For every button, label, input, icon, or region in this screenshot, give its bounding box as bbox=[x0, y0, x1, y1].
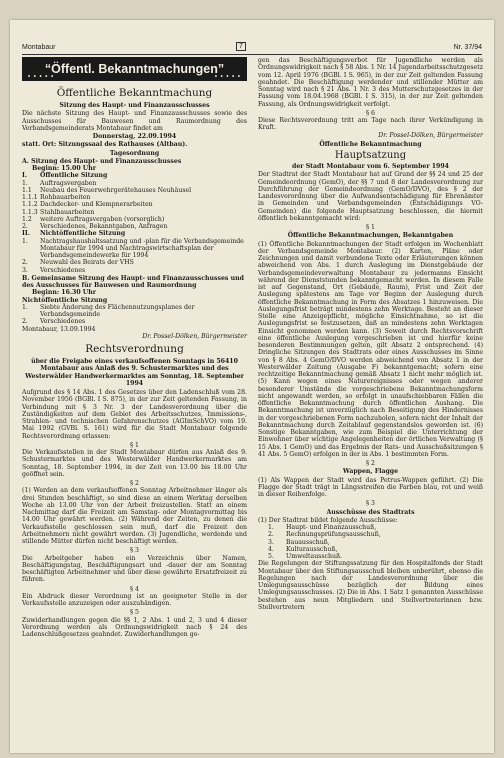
agenda-item bbox=[22, 216, 247, 223]
notice3-intro: Der Stadtrat der Stadt Montabaur hat auf Grund der §§ 24 und 25 der Gemeindeordnung (GemO), der §§ 7 und 8 der Landesverordnung zur Durchführung der Gemeindeordnung (GemO/DVO), des § 2 der Landesverordnung über die Aufwandsentschädigung für Ehrenämter in Gemeinden und Verbandsgemeinden (Entschädigungs VO-Gemeinden) die folgende Hauptsatzung beschlossen, die hiermit öffentlich bekanntgemacht wird: bbox=[258, 171, 483, 222]
agenda-section-a: A. Sitzung des Haupt- und Finanzausschusses bbox=[22, 157, 182, 165]
notice3-s2-head: § 2 bbox=[366, 460, 375, 467]
agenda-item-number: 2. bbox=[22, 223, 28, 230]
right-column bbox=[258, 57, 483, 611]
agenda-item-number: I. bbox=[22, 172, 28, 180]
notice2-p3-text: Die Arbeitgeber haben ein Verzeichnis über Namen, Beschäftigungstag, Beschäftigungsart und -dauer der am Sonntag beschäftigten Arbeitnehmer und über diese gewährte Ersatzfreizeit zu führen. bbox=[22, 554, 247, 584]
committee-item bbox=[268, 546, 483, 553]
agenda-item bbox=[22, 201, 247, 208]
notice2-p3-head: § 3 bbox=[130, 547, 139, 555]
committee-item bbox=[268, 539, 483, 546]
agenda-item-text: Stahlbauarbeiten bbox=[40, 208, 95, 216]
left-column bbox=[22, 57, 247, 638]
notice3-subtitle: der Stadt Montabaur vom 6. September 1994 bbox=[292, 163, 449, 170]
agenda-item bbox=[22, 194, 247, 201]
newspaper-page bbox=[10, 20, 494, 753]
agenda-item bbox=[22, 267, 247, 274]
notice3-s1-title: Öffentliche Bekanntmachungen, Bekanntgaben bbox=[287, 232, 454, 240]
agenda-item-number: 3. bbox=[22, 266, 28, 274]
notice2-p2-head: § 2 bbox=[130, 480, 139, 487]
notice3-s2-text: (1) Als Wappen der Stadt wird das Petrus-Wappen geführt. (2) Die Flagge der Stadt trägt in Längsstreifen die Farben blau, rot und weiß in dieser Reihenfolge. bbox=[258, 476, 483, 498]
agenda-item-text: Dachdecker- und Klempnerarbeiten bbox=[40, 201, 153, 209]
banner-dots-left: • • • • • bbox=[28, 74, 55, 80]
notice2-signature: Dr. Possel-Dölken, Bürgermeister bbox=[378, 131, 483, 139]
committee-item-text: Kulturausschuß, bbox=[286, 545, 338, 553]
notice3-s3-intro: (1) Der Stadtrat bildet folgende Ausschüsse: bbox=[258, 516, 398, 524]
agenda-item bbox=[22, 172, 247, 179]
agenda-list-b bbox=[22, 304, 247, 326]
agenda-item bbox=[22, 238, 247, 260]
notice2-p6-text: Diese Rechtsverordnung tritt am Tage nach ihrer Verkündigung in Kraft. bbox=[258, 117, 483, 132]
agenda-item-text: Verschiedenes bbox=[40, 318, 86, 326]
agenda-item-text: Auftragsvergaben bbox=[40, 179, 97, 187]
notice2-p2-text: (1) Werden an dem verkaufsoffenen Sonntag Arbeitnehmer länger als drei Stunden beschäftigt, so sind diese an einem Werktag derselben Woche ab 13.00 Uhr von der Arbeit freizustellen. Statt an einem Nachmittag darf die Freizeit am Samstag- oder Montagvormittag bis 14.00 Uhr gewährt werden. (2) Während der Zeiten, zu denen die Verkaufsstelle geschlossen sein muß, darf die Freizeit den Arbeitnehmern nicht gewährt werden. (3) Jugendliche, werdende und stillende Mütter dürfen nicht beschäftigt werden. bbox=[22, 487, 247, 545]
agenda-item bbox=[22, 209, 247, 216]
agenda-item-number: 2. bbox=[22, 259, 28, 267]
agenda-item-number: 1.1.3 bbox=[22, 208, 38, 216]
agenda-item bbox=[22, 318, 247, 325]
agenda-item-text: Neuwahl des Beirats der VHS bbox=[40, 259, 134, 267]
committee-item bbox=[268, 553, 483, 560]
header-rule bbox=[22, 54, 482, 55]
notice3-s3-head: § 3 bbox=[366, 500, 375, 508]
notice1-place-date: Montabaur, 13.09.1994 bbox=[22, 325, 96, 333]
committee-list bbox=[258, 524, 483, 560]
agenda-item-number: 2. bbox=[22, 318, 28, 326]
notice1-place: statt. Ort: Sitzungssaal des Rathauses (Altbau). bbox=[22, 141, 188, 149]
notice2-title: Rechtsverordnung bbox=[85, 343, 184, 355]
header-town: Montabaur bbox=[22, 44, 56, 51]
committee-item-number: 5. bbox=[268, 553, 274, 560]
committee-item-text: Rechnungsprüfungsausschuß, bbox=[286, 531, 381, 539]
notice1-subtitle: Sitzung des Haupt- und Finanzausschusses bbox=[59, 102, 210, 109]
agenda-item bbox=[22, 259, 247, 266]
agenda-item-text: weitere Auftragsvergaben (vorsorglich) bbox=[40, 215, 165, 223]
committee-item bbox=[268, 524, 483, 531]
agenda-list-a bbox=[22, 172, 247, 274]
issue-number: Nr. 37/94 bbox=[453, 44, 482, 51]
notice3-title: Hauptsatzung bbox=[334, 150, 407, 161]
agenda-title: Tagesordnung bbox=[109, 149, 160, 157]
agenda-item-text: Rohbauarbeiten bbox=[40, 194, 91, 201]
agenda-item-number: 1.1.1 bbox=[22, 194, 38, 201]
banner-title: “Öffentl. Bekanntmachungen” bbox=[44, 62, 225, 76]
agenda-begin-a: Beginn: 15.00 Uhr bbox=[32, 165, 96, 172]
notice2-subtitle: über die Freigabe eines verkaufsoffenen Sonntags in 56410 Montabaur aus Anlaß des 9. Schustermarktes und des Westerwälder Handwerkermarktes am Sonntag, 18. September 1994 bbox=[25, 358, 244, 387]
notice3-title-small: Öffentliche Bekanntmachung bbox=[319, 140, 422, 148]
agenda-section-b: B. Gemeinsame Sitzung des Haupt- und Finanzausschusses und des Ausschusses für Bauwesen und Raumordnung bbox=[22, 274, 244, 289]
notice3-s1-text: (1) Öffentliche Bekanntmachungen der Stadt erfolgen im Wochenblatt der Verbandsgemeinde Montabaur. (2) Karten, Pläne oder Zeichnungen und damit verbundene Texte oder Erläuterungen können abweichend von Abs. 1 durch Auslegung im Dienstgebäude der Verbandsgemeindeverwaltung Montabaur zu jedermanns Einsicht während der Dienststunden bekanntgemacht werden. In diesem Falle ist auf Gegenstand, Ort (Gebäude, Raum), Frist und Zeit der Auslegung spätestens am Tage vor Beginn der Auslegung durch öffentliche Bekanntmachung in Form des Absatzes 1 hinzuweisen. Die Auslegungsfrist beträgt mindestens zehn Werktage. Besteht an dieser Stelle eine Anzeigepflicht, mögliche Einsichtnahme, so ist die Auslegungsfrist so festzusetzen, daß an mindestens zehn Werktagen Einsicht genommen werden kann. (3) Soweit durch Rechtsvorschrift eine öffentliche Auslegung vorgeschrieben ist und hierfür keine besonderen Bestimmungen gelten, gilt Absatz 2 entsprechend. (4) Dringliche Sitzungen des Stadtrats oder eines Ausschusses im Sinne von § 8 Abs. 4 GemO/DVO werden abweichend von Absatz 1 in der Westerwälder Zeitung (Ausgabe F) bekanntgemacht; sofern eine rechtzeitige Bekanntmachung gemäß Absatz 1 nicht mehr möglich ist. (5) Kann wegen eines Naturereignisses oder wegen anderer besonderer Umstände die vorgeschriebene Bekanntmachungsform nicht angewandt werden, so erfolgt in unaufschiebbaren Fällen die öffentliche Bekanntmachung durch öffentlichen Aushang. Die Bekanntmachung ist unverzüglich nach Beseitigung des Hindernisses in der vorgeschriebenen Form nachzuholen, sofern nicht der Inhalt der Bekanntmachung durch Zeitablauf gegenstandslos geworden ist. (6) Sonstige Bekanntgaben, wie zum Beispiel die Unterrichtung der Einwohner über wichtige Angelegenheiten der örtlichen Verwaltung (§ 15 Abs. 1 GemO) und das Ergebnis der Rats- und Ausschußsitzungen § 41 Abs. 5 GemO) erfolgen in der in Abs. 1 bestimmten Form. bbox=[258, 240, 483, 458]
agenda-item-number: 1. bbox=[22, 237, 28, 245]
notice3-s3-title: Ausschüsse des Stadtrats bbox=[326, 508, 415, 516]
committee-item-number: 1. bbox=[268, 524, 274, 531]
notice1-intro: Die nächste Sitzung des Haupt- und Finanzausschusses sowie des Ausschusses für Bauwesen und Raumordnung des Verbandsgemeinderats Montabaur findet am bbox=[22, 110, 247, 132]
committee-item-text: Haupt- und Finanzausschuß, bbox=[286, 524, 377, 531]
page-number: 7 bbox=[236, 42, 246, 51]
notice2-p5-head: § 5 bbox=[130, 609, 139, 617]
agenda-item-number: II. bbox=[22, 230, 30, 238]
committee-item-text: Bauausschuß, bbox=[286, 538, 330, 546]
notice1-title: Öffentliche Bekanntmachung bbox=[56, 87, 213, 99]
agenda-item-text: Neubau des Feuerwehrgerätehauses Neuhäusel bbox=[40, 186, 192, 194]
notice2-p1-head: § 1 bbox=[130, 441, 139, 449]
agenda-item bbox=[22, 187, 247, 194]
notice2-p5-continued: gen das Beschäftigungsverbot für Jugendliche werden als Ordnungswidrigkeit nach § 58 Abs. 1 Nr. 14 Jugendarbeitsschutzgesetz vom 12. April 1976 (BGBl. I S. 965), in der zur Zeit geltenden Fassung geahndet. Die Beschäftigung werdender und stillender Mütter am Sonntag wird nach § 21 Abs. 1 Nr. 3 des Mutterschutzgesetzes in der Fassung vom 18.04.1968 (BGBl. I S. 315), in der zur Zeit geltenden Fassung, als Ordnungswidrigkeit verfolgt. bbox=[258, 57, 483, 108]
agenda-item-number: 1.1.2 bbox=[22, 201, 38, 209]
banner-dots-right: • • • • • bbox=[214, 74, 241, 80]
committee-item bbox=[268, 531, 483, 538]
agenda-item-text: Öffentliche Sitzung bbox=[40, 172, 108, 180]
committee-item-number: 4. bbox=[268, 545, 274, 553]
agenda-item bbox=[22, 180, 247, 187]
agenda-item-number: 1. bbox=[22, 303, 28, 311]
agenda-item-text: Verschiedenes bbox=[40, 266, 86, 274]
notice3-s3-text: Die Regelungen der Stiftungssatzung für den Hospitalfonds der Stadt Montabaur über den Stiftungsausschuß bleiben unberührt, ebenso die Regelungen nach der Landesverordnung über die Umlegungsausschüsse bezüglich der Bildung eines Umlegungsausschusses. (2) Die in Abs. 1 Satz 1 genannten Ausschüsse bestehen aus neun Mitgliedern und Stellvertreterinnen bzw. Stellvertretern bbox=[258, 560, 483, 611]
notice2-p6-head: § 6 bbox=[366, 109, 375, 117]
notice2-p4-head: § 4 bbox=[130, 585, 139, 593]
agenda-item-text: Nichtöffentliche Sitzung bbox=[40, 230, 126, 238]
notice3-s2-title: Wappen, Flagge bbox=[342, 468, 399, 476]
agenda-item-text: Nachtragshaushaltssatzung und -plan für die Verbandsgemeinde Montabaur für 1994 und Nachtragswirtschaftsplan der Verbandsgemeindewerke für 1994 bbox=[40, 237, 244, 259]
notice1-signature: Dr. Possel-Dölken, Bürgermeister bbox=[142, 332, 247, 340]
notice3-s1-head: § 1 bbox=[366, 224, 375, 231]
agenda-item bbox=[22, 304, 247, 319]
agenda-item bbox=[22, 223, 247, 230]
notice2-p4-text: Ein Abdruck dieser Verordnung ist an geeigneter Stelle in der Verkaufsstelle anzuzeigen oder auszuhändigen. bbox=[22, 592, 247, 607]
notice1-date: Donnerstag, 22.09.1994 bbox=[92, 133, 177, 140]
agenda-begin-b: Beginn: 16.30 Uhr bbox=[32, 289, 96, 297]
agenda-nonpublic-b: Nichtöffentliche Sitzung bbox=[22, 296, 108, 304]
notice2-p1-text: Die Verkaufsstellen in der Stadt Montabaur dürfen aus Anlaß des 9. Schustermarktes und des Westerwälder Handwerkermarktes am Sonntag, 18. September 1994, in der Zeit von 13.00 bis 18.00 Uhr geöffnet sein. bbox=[22, 449, 247, 478]
agenda-item-text: Siebte Änderung des Flächennutzungsplanes der Verbandsgemeinde bbox=[40, 303, 195, 318]
committee-item-number: 2. bbox=[268, 531, 274, 539]
agenda-item-number: 1.2 bbox=[22, 215, 32, 223]
notice2-intro: Aufgrund des § 14 Abs. 1 des Gesetzes über den Ladenschluß vom 28. November 1956 (BGBl. I S. 875), in der zur Zeit geltenden Fassung, in Verbindung mit § 3 Nr. 3 der Landesverordnung über die Zuständigkeiten auf dem Gebiet des Arbeitsschutzes, Immissions-, Strahlen- und technischen Gefahrenschutzes (AGImSchVO) vom 19. Mai 1992 (GVBl. S. 161) wird für die Stadt Montabaur folgende Rechtsverordnung erlassen: bbox=[22, 389, 247, 440]
agenda-item-number: 1. bbox=[22, 179, 28, 187]
agenda-item-text: Verschiedenes, Bekanntgaben, Anfragen bbox=[40, 223, 168, 230]
section-banner bbox=[22, 57, 247, 81]
notice2-p5-text: Zuwiderhandlungen gegen die §§ 1, 2 Abs. 1 und 2, 3 und 4 dieser Verordnung werden als Ordnungswidrigkeit nach § 24 des Ladenschlußgesetzes geahndet. Zuwiderhandlungen ge- bbox=[22, 616, 247, 638]
committee-item-text: Umweltausschuß. bbox=[286, 553, 343, 560]
agenda-item-number: 1.1 bbox=[22, 186, 32, 194]
committee-item-number: 3. bbox=[268, 538, 274, 546]
agenda-item bbox=[22, 230, 247, 237]
